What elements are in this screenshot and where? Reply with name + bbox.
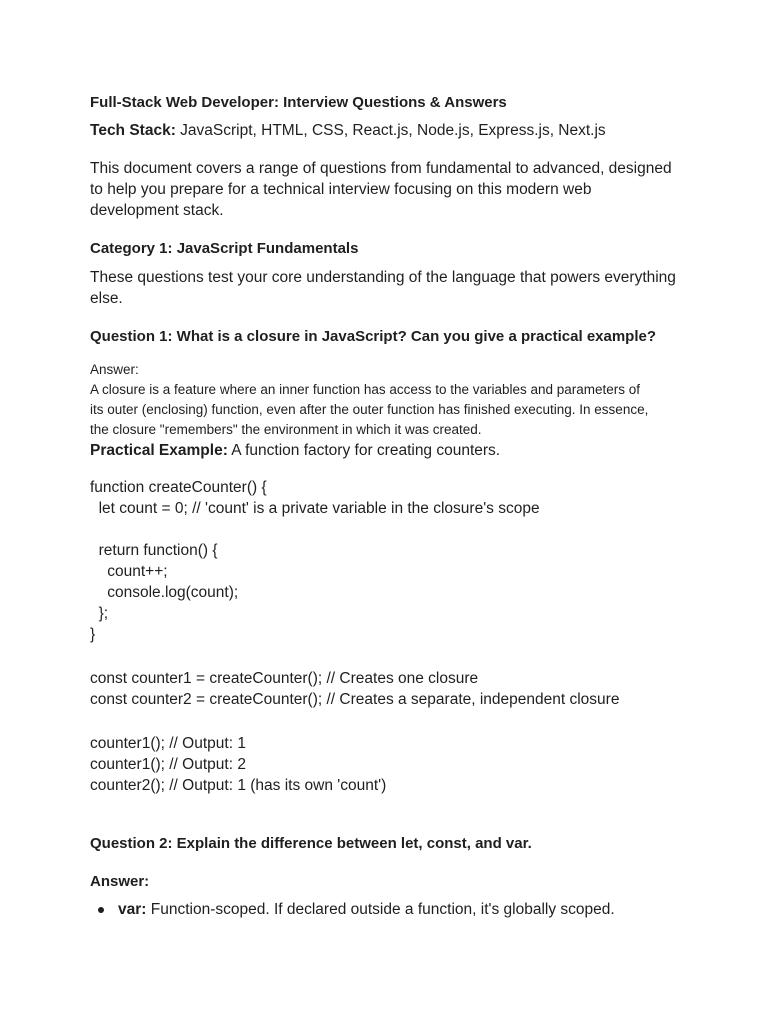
- code-line: console.log(count);: [90, 584, 239, 601]
- code-line: counter1(); // Output: 2: [90, 756, 246, 773]
- code-line: const counter1 = createCounter(); // Creates one closure: [90, 670, 479, 687]
- bullet-term: var:: [118, 901, 147, 918]
- practical-example-label: Practical Example:: [90, 442, 228, 459]
- code-line: count++;: [90, 563, 168, 580]
- code-line: return function() {: [90, 542, 218, 559]
- code-line: counter2(); // Output: 1 (has its own 'count'): [90, 777, 387, 794]
- code-line: };: [90, 605, 109, 622]
- bullet-item: [118, 899, 615, 920]
- code-line: const counter2 = createCounter(); // Creates a separate, independent closure: [90, 691, 620, 708]
- question-1-heading: Question 1: What is a closure in JavaScript? Can you give a practical example?: [90, 328, 657, 345]
- category-desc-line: else.: [90, 290, 123, 307]
- practical-example-text: A function factory for creating counters.: [227, 442, 501, 459]
- question-2-heading: Question 2: Explain the difference between let, const, and var.: [90, 835, 532, 852]
- document-title: Full-Stack Web Developer: Interview Questions & Answers: [90, 94, 507, 111]
- bullet-icon: [98, 907, 104, 913]
- code-line: }: [90, 626, 96, 643]
- answer-line: its outer (enclosing) function, even after the outer function has finished executing. In essence,: [90, 402, 649, 417]
- tech-stack-label: Tech Stack:: [90, 122, 176, 139]
- tech-stack-value: JavaScript, HTML, CSS, React.js, Node.js, Express.js, Next.js: [175, 122, 606, 139]
- category-heading: Category 1: JavaScript Fundamentals: [90, 240, 359, 257]
- category-desc-line: These questions test your core understanding of the language that powers everything: [90, 269, 676, 286]
- code-line: let count = 0; // 'count' is a private variable in the closure's scope: [90, 500, 540, 517]
- answer-label: Answer:: [90, 873, 150, 890]
- answer-line: the closure "remembers" the environment in which it was created.: [90, 422, 482, 437]
- code-line: function createCounter() {: [90, 479, 267, 496]
- intro-line: to help you prepare for a technical interview focusing on this modern web: [90, 181, 592, 198]
- answer-label: Answer:: [90, 362, 139, 377]
- practical-example-line: [90, 440, 500, 461]
- answer-line: A closure is a feature where an inner function has access to the variables and parameters of: [90, 382, 641, 397]
- intro-line: development stack.: [90, 202, 224, 219]
- code-line: counter1(); // Output: 1: [90, 735, 246, 752]
- intro-line: This document covers a range of questions from fundamental to advanced, designed: [90, 160, 672, 177]
- tech-stack-line: [90, 120, 606, 141]
- bullet-text: Function-scoped. If declared outside a function, it's globally scoped.: [146, 901, 615, 918]
